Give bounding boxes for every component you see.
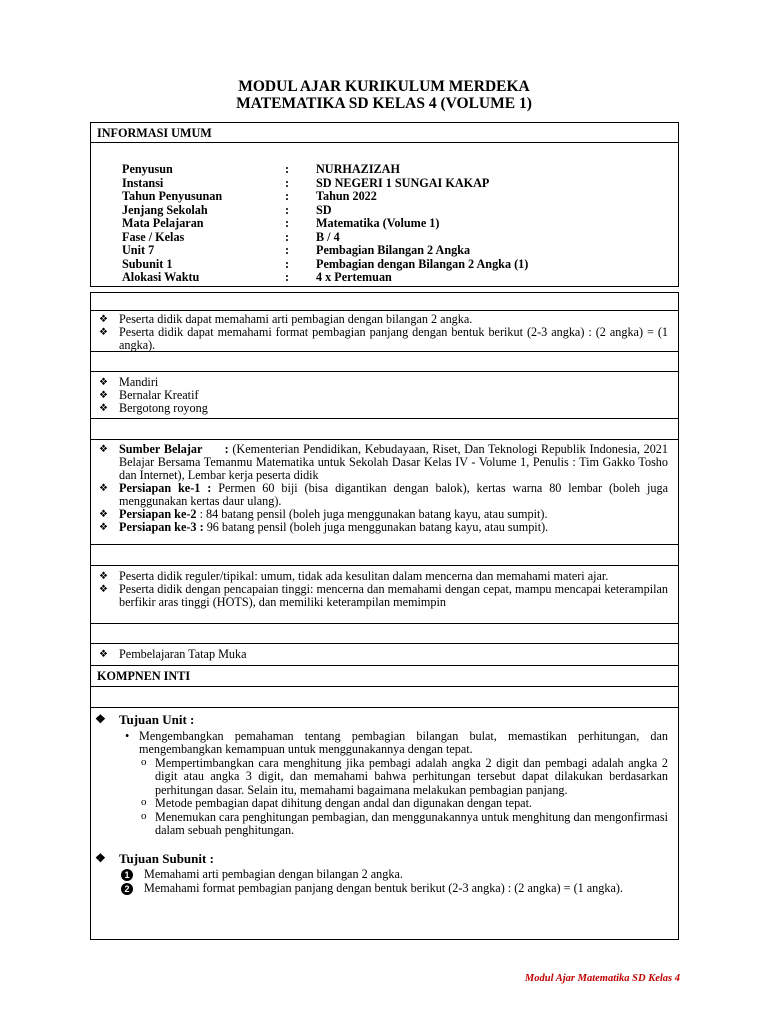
identity-colon: : bbox=[285, 256, 290, 271]
section-header-blank bbox=[91, 545, 678, 566]
info-umum-header: INFORMASI UMUM bbox=[91, 123, 678, 143]
tujuan-subunit-title: ❖ Tujuan Subunit : bbox=[119, 852, 668, 866]
identity-colon: : bbox=[285, 270, 290, 284]
identity-row bbox=[122, 177, 662, 191]
list-item: ❖ Pembelajaran Tatap Muka bbox=[119, 648, 668, 661]
identity-value: Tahun 2022 bbox=[316, 189, 377, 203]
item-text: : 84 batang pensil (boleh juga menggunakan batang kayu, atau sumpit). bbox=[196, 507, 548, 521]
content-table bbox=[90, 292, 679, 940]
identity-value: Pembagian dengan Bilangan 2 Angka (1) bbox=[316, 256, 529, 271]
document-title-line-2: MATEMATIKA SD KELAS 4 (VOLUME 1) bbox=[236, 95, 532, 112]
identity-colon: : bbox=[285, 189, 290, 203]
identity-value: Matematika (Volume 1) bbox=[316, 216, 440, 230]
list-item: ❖ Peserta didik dengan pencapaian tinggi: mencerna dan memahami dengan cepat, mampu mencapai keterampilan berfikir aras tinggi (HOTS), dan memiliki keterampilan memimpin bbox=[119, 583, 668, 609]
identity-row bbox=[122, 244, 662, 258]
tujuan-unit-text: Mengembangkan pemahaman tentang pembagian bilangan bulat, memastikan perhitungan, dan mengembangkan kemampuan untuk menggunakannya dengan tepat. bbox=[139, 728, 668, 756]
tujuan-unit-title: ❖ Tujuan Unit : bbox=[119, 713, 668, 727]
section-header-blank bbox=[91, 293, 678, 311]
identity-row bbox=[122, 258, 662, 272]
target-peserta-didik-cell bbox=[91, 566, 678, 624]
number-badge: 2 bbox=[121, 883, 133, 895]
identity-colon: : bbox=[285, 243, 290, 257]
section-header-blank bbox=[91, 624, 678, 644]
sub-list-item: o Menemukan cara penghitungan pembagian, dan menggunakannya untuk menghitung dan mengonfirmasi dalam sebuah penghitungan. bbox=[155, 811, 668, 838]
identity-key: Jenjang Sekolah bbox=[122, 202, 208, 217]
tujuan-cell bbox=[91, 708, 678, 939]
sarana-prasarana-cell bbox=[91, 440, 678, 545]
identity-key: Mata Pelajaran bbox=[122, 216, 204, 230]
blank-row bbox=[91, 687, 678, 708]
identity-colon: : bbox=[285, 202, 290, 217]
identity-row bbox=[122, 204, 662, 218]
identity-colon: : bbox=[285, 175, 290, 190]
sub-list-item: o Mempertimbangkan cara menghitung jika pembagi adalah angka 2 digit dan pembagi adalah angka 2 digit atau angka 3 digit, dan memahami bahwa perhitungan tersebut dapat dilakukan berdasarkan perhitungan dasar. Selain itu, memahami bagaimana melakukan pembagian panjang. bbox=[155, 757, 668, 798]
identity-list bbox=[122, 163, 662, 285]
numbered-item bbox=[124, 880, 668, 896]
list-item bbox=[119, 482, 668, 508]
list-item bbox=[139, 730, 668, 838]
list-item: ❖ Peserta didik dapat memahami arti pembagian dengan bilangan 2 angka. bbox=[119, 313, 668, 326]
list-item: ❖ Peserta didik reguler/tipikal: umum, tidak ada kesulitan dalam mencerna dan memahami materi ajar. bbox=[119, 570, 668, 583]
item-label: Persiapan ke-3 : bbox=[119, 520, 204, 534]
komponen-inti-header: KOMPNEN INTI bbox=[91, 666, 678, 687]
list-item: ❖ Bernalar Kreatif bbox=[119, 389, 668, 402]
item-text: Memahami arti pembagian dengan bilangan 2 angka. bbox=[144, 867, 403, 881]
identity-colon: : bbox=[285, 162, 290, 176]
item-label: Persiapan ke-2 bbox=[119, 507, 197, 521]
identity-row bbox=[122, 231, 662, 245]
identity-key: Subunit 1 bbox=[122, 256, 173, 271]
tujuan-subunit-section bbox=[91, 852, 678, 896]
identity-key: Tahun Penyusunan bbox=[122, 189, 223, 203]
identity-key: Fase / Kelas bbox=[122, 229, 185, 244]
list-item: ❖ Mandiri bbox=[119, 376, 668, 389]
list-item bbox=[119, 443, 668, 482]
tujuan-unit-section bbox=[91, 713, 678, 838]
model-pembelajaran-cell bbox=[91, 644, 678, 666]
kompetensi-awal-cell bbox=[91, 311, 678, 352]
page-footer: Modul Ajar Matematika SD Kelas 4 bbox=[524, 973, 680, 984]
identity-value: SD NEGERI 1 SUNGAI KAKAP bbox=[316, 175, 490, 190]
identity-row bbox=[122, 217, 662, 231]
numbered-item bbox=[124, 867, 668, 882]
item-text: Memahami format pembagian panjang dengan bentuk berikut (2-3 angka) : (2 angka) = (1 angka). bbox=[144, 880, 623, 895]
list-item bbox=[119, 521, 668, 534]
item-text: (Kementerian Pendidikan, Kebudayaan, Riset, Dan Teknologi Republik Indonesia, 2021 Belajar Bersama Temanmu Matematika untuk Sekolah Dasar Kelas IV - Volume 1, Penulis : Tim Gakko Tosho dan Internet), Lembar kerja peserta didik bbox=[119, 442, 668, 482]
item-text: Permen 60 biji (bisa digantikan dengan balok), kertas warna 80 lembar (boleh juga menggunakan kertas daur ulang). bbox=[119, 481, 668, 508]
sub-list-item: o Metode pembagian dapat dihitung dengan andal dan digunakan dengan tepat. bbox=[155, 797, 668, 811]
identity-value: SD bbox=[316, 202, 332, 217]
section-header-blank bbox=[91, 419, 678, 440]
identity-row bbox=[122, 163, 662, 177]
identity-colon: : bbox=[285, 216, 290, 230]
identity-key: Penyusun bbox=[122, 162, 173, 176]
section-header-blank bbox=[91, 352, 678, 372]
identity-row bbox=[122, 190, 662, 204]
identity-key: Alokasi Waktu bbox=[122, 270, 200, 284]
list-item: ❖ Bergotong royong bbox=[119, 402, 668, 415]
identity-value: Pembagian Bilangan 2 Angka bbox=[316, 243, 471, 257]
document-title-line-1: MODUL AJAR KURIKULUM MERDEKA bbox=[238, 78, 530, 95]
identity-value: NURHAZIZAH bbox=[316, 162, 400, 176]
identity-value: B / 4 bbox=[316, 229, 340, 244]
identity-key: Unit 7 bbox=[122, 243, 155, 257]
item-label: Sumber Belajar : bbox=[119, 442, 229, 456]
item-label: Persiapan ke-1 : bbox=[119, 481, 212, 495]
identity-row bbox=[122, 271, 662, 285]
identity-value: 4 x Pertemuan bbox=[316, 270, 392, 284]
blank-row bbox=[91, 143, 678, 163]
number-badge: 1 bbox=[121, 869, 133, 881]
identity-key: Instansi bbox=[122, 175, 164, 190]
list-item: ❖ Peserta didik dapat memahami format pembagian panjang dengan bentuk berikut (2-3 angka) : (2 angka) = (1 angka). bbox=[119, 326, 668, 352]
profil-pancasila-cell bbox=[91, 372, 678, 419]
identity-colon: : bbox=[285, 229, 290, 244]
item-text: 96 batang pensil (boleh juga menggunakan batang kayu, atau sumpit). bbox=[203, 520, 549, 534]
